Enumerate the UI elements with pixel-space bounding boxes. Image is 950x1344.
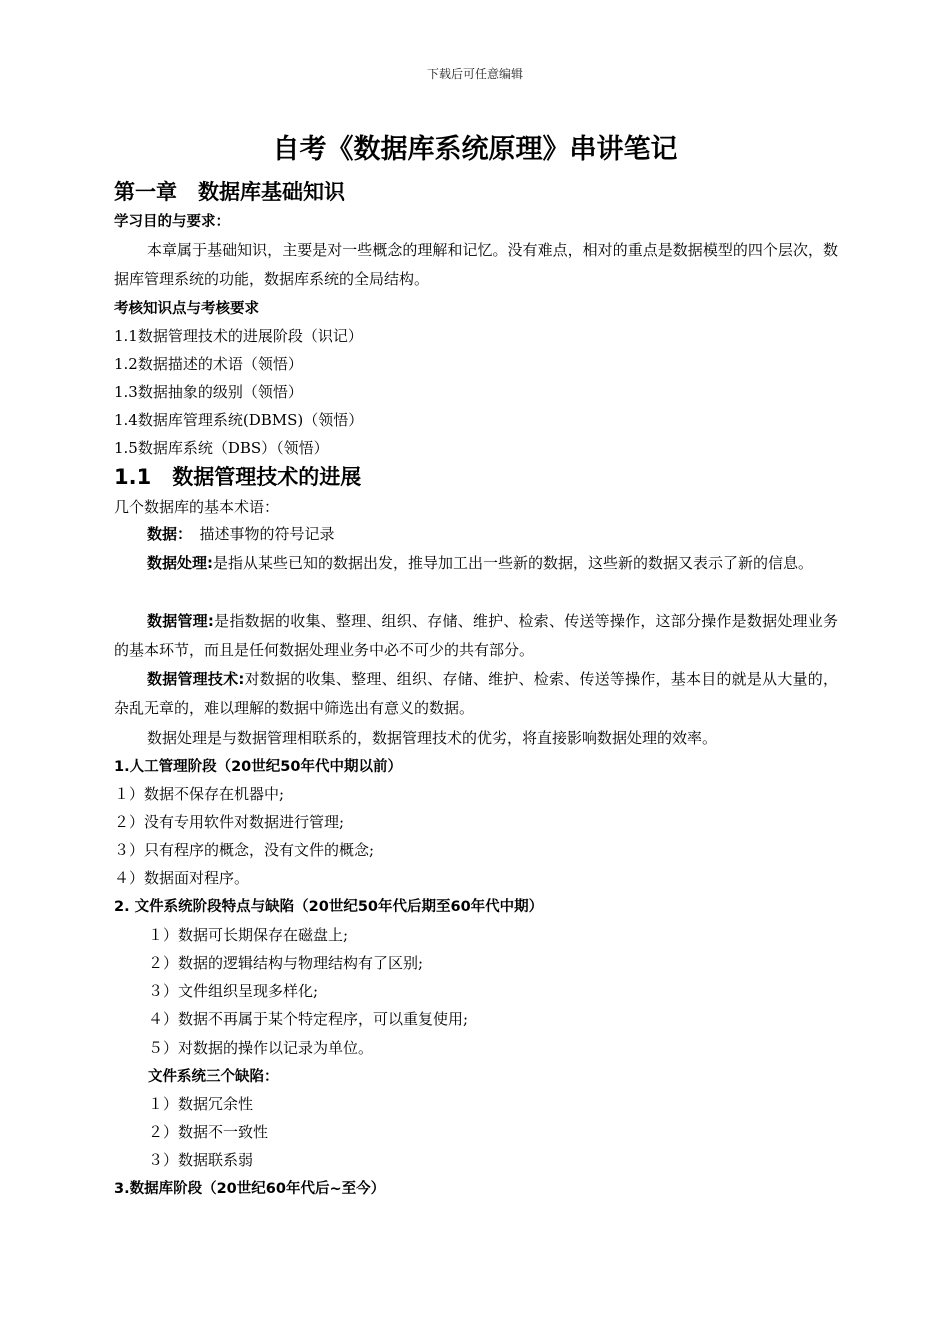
term-definition: 对数据的收集、整理、组织、存储、维护、检索、传送等操作，基本目的就是从大量的，杂乱无章的，难以理解的数据中筛选出有意义的数据。 — [114, 670, 839, 717]
stage2-item: １）数据可长期保存在磁盘上; — [148, 926, 349, 944]
stage2-item: ２）数据的逻辑结构与物理结构有了区别; — [148, 954, 424, 972]
term-label: 数据： — [147, 525, 185, 543]
term-data-management — [114, 607, 838, 665]
exam-item: 1.5数据库系统（DBS）（领悟） — [114, 439, 329, 457]
stage1-item: １）数据不保存在机器中; — [114, 785, 285, 803]
stage1-item: ４）数据面对程序。 — [114, 869, 250, 887]
defect-item: ２）数据不一致性 — [148, 1123, 269, 1141]
objectives-heading: 学习目的与要求： — [114, 214, 230, 230]
term-label: 数据处理: — [147, 554, 213, 572]
section-heading: 1.1 数据管理技术的进展 — [114, 465, 362, 489]
exam-item: 1.4数据库管理系统(DBMS)（领悟） — [114, 411, 364, 429]
exam-heading: 考核知识点与考核要求 — [114, 301, 259, 317]
defect-item: １）数据冗余性 — [148, 1095, 254, 1113]
terms-intro: 几个数据库的基本术语： — [114, 498, 280, 516]
stage1-item: ３）只有程序的概念，没有文件的概念; — [114, 841, 375, 859]
stage2-item: ５）对数据的操作以记录为单位。 — [148, 1039, 374, 1057]
page-header-note: 下载后可任意编辑 — [426, 67, 523, 81]
term-data-processing — [114, 549, 838, 578]
term-label: 数据管理技术: — [147, 670, 245, 688]
chapter-heading: 第一章 数据库基础知识 — [114, 180, 345, 204]
stage2-item: ４）数据不再属于某个特定程序，可以重复使用; — [148, 1010, 469, 1028]
stage3-heading: 3.数据库阶段（20世纪60年代后~至今） — [114, 1181, 386, 1197]
term-data-management-technology — [114, 665, 838, 723]
term-data — [114, 520, 838, 549]
defects-heading: 文件系统三个缺陷： — [148, 1069, 279, 1085]
term-definition: 描述事物的符号记录 — [184, 525, 335, 543]
exam-item: 1.2数据描述的术语（领悟） — [114, 355, 303, 373]
stage1-heading: 1.人工管理阶段（20世纪50年代中期以前） — [114, 759, 402, 775]
stage2-item: ３）文件组织呈现多样化; — [148, 982, 319, 1000]
exam-item: 1.3数据抽象的级别（领悟） — [114, 383, 303, 401]
document-title: 自考《数据库系统原理》串讲笔记 — [272, 134, 678, 165]
term-label: 数据管理: — [147, 612, 214, 630]
defect-item: ３）数据联系弱 — [148, 1151, 254, 1169]
objectives-paragraph: 本章属于基础知识，主要是对一些概念的理解和记忆。没有难点，相对的重点是数据模型的四个层次，数据库管理系统的功能，数据库系统的全局结构。 — [114, 241, 838, 288]
term-definition: 是指从某些已知的数据出发，推导加工出一些新的数据，这些新的数据又表示了新的信息。 — [213, 554, 814, 572]
stage2-heading: 2. 文件系统阶段特点与缺陷（20世纪50年代后期至60年代中期） — [114, 899, 544, 915]
exam-item: 1.1数据管理技术的进展阶段（识记） — [114, 327, 363, 345]
stage1-item: ２）没有专用软件对数据进行管理; — [114, 813, 345, 831]
summary-paragraph: 数据处理是与数据管理相联系的，数据管理技术的优劣，将直接影响数据处理的效率。 — [147, 729, 718, 747]
term-definition: 是指数据的收集、整理、组织、存储、维护、检索、传送等操作，这部分操作是数据处理业务的基本环节，而且是任何数据处理业务中必不可少的共有部分。 — [114, 612, 838, 659]
